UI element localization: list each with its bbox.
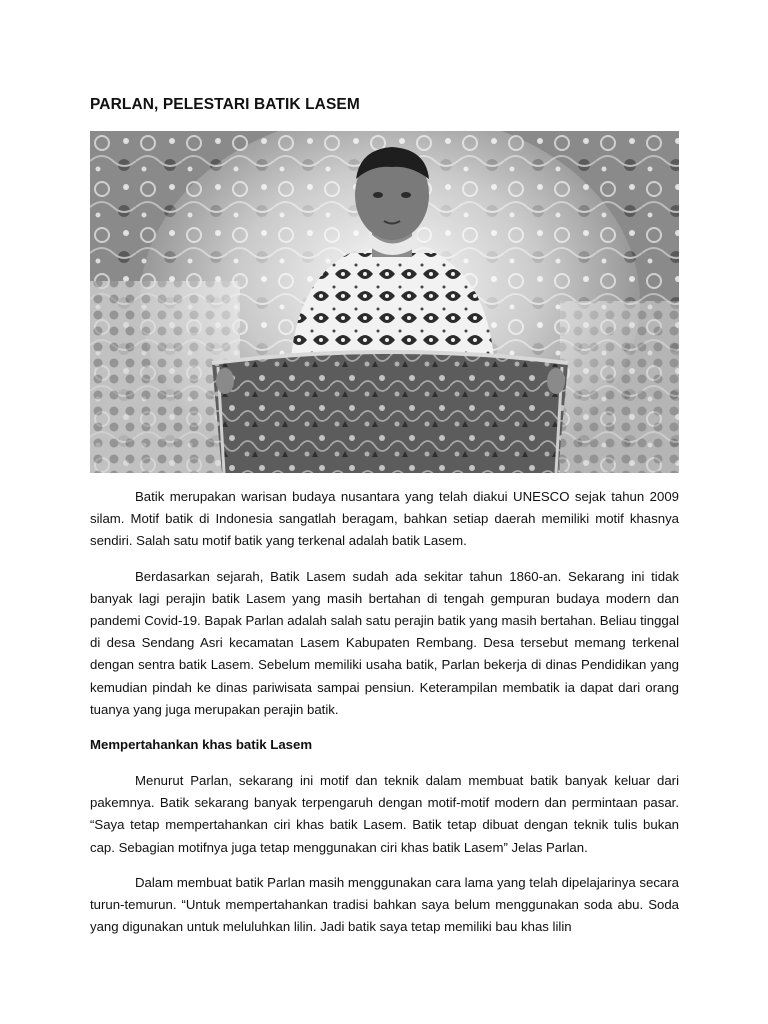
- paragraph-4: Dalam membuat batik Parlan masih menggunakan cara lama yang telah dipelajarinya secara turun-temurun. “Untuk mempertahankan tradisi bahkan saya belum menggunakan soda abu. Soda yang digunakan untuk meluluhkan lilin. Jadi batik saya tetap memiliki bau khas lilin: [90, 874, 679, 935]
- section-heading: Mempertahankan khas batik Lasem: [90, 737, 313, 753]
- article-title: PARLAN, PELESTARI BATIK LASEM: [90, 96, 360, 113]
- paragraph-1: Batik merupakan warisan budaya nusantara yang telah diakui UNESCO sejak tahun 2009 silam. Motif batik di Indonesia sangatlah beragam, bahkan setiap daerah memiliki motif khasnya sendiri. Salah satu motif batik yang terkenal adalah batik Lasem.: [90, 489, 679, 549]
- article-body: [90, 486, 679, 951]
- photo-illustration: [90, 131, 679, 473]
- article-photo: [90, 131, 679, 473]
- paragraph-2: Berdasarkan sejarah, Batik Lasem sudah ada sekitar tahun 1860-an. Sekarang ini tidak banyak lagi perajin batik Lasem yang masih bertahan di tengah gempuran budaya modern dan pandemi Covid-19. Bapak Parlan adalah salah satu perajin batik yang masih bertahan. Beliau tinggal di desa Sendang Asri kecamatan Lasem Kabupaten Rembang. Desa tersebut memang terkenal dengan sentra batik Lasem. Sebelum memiliki usaha batik, Parlan bekerja di dinas Pendidikan yang kemudian pindah ke dinas pariwisata sampai pensiun. Keterampilan membatik ia dapat dari orang tuanya yang juga merupakan perajin batik.: [90, 568, 679, 717]
- paragraph-3: Menurut Parlan, sekarang ini motif dan teknik dalam membuat batik banyak keluar dari pakemnya. Batik sekarang banyak terpengaruh dengan motif-motif modern dan permintaan pasar. “Saya tetap mempertahankan ciri khas batik Lasem. Batik tetap dibuat dengan teknik tulis bukan cap. Sebagian motifnya juga tetap menggunakan ciri khas batik Lasem” Jelas Parlan.: [90, 773, 679, 855]
